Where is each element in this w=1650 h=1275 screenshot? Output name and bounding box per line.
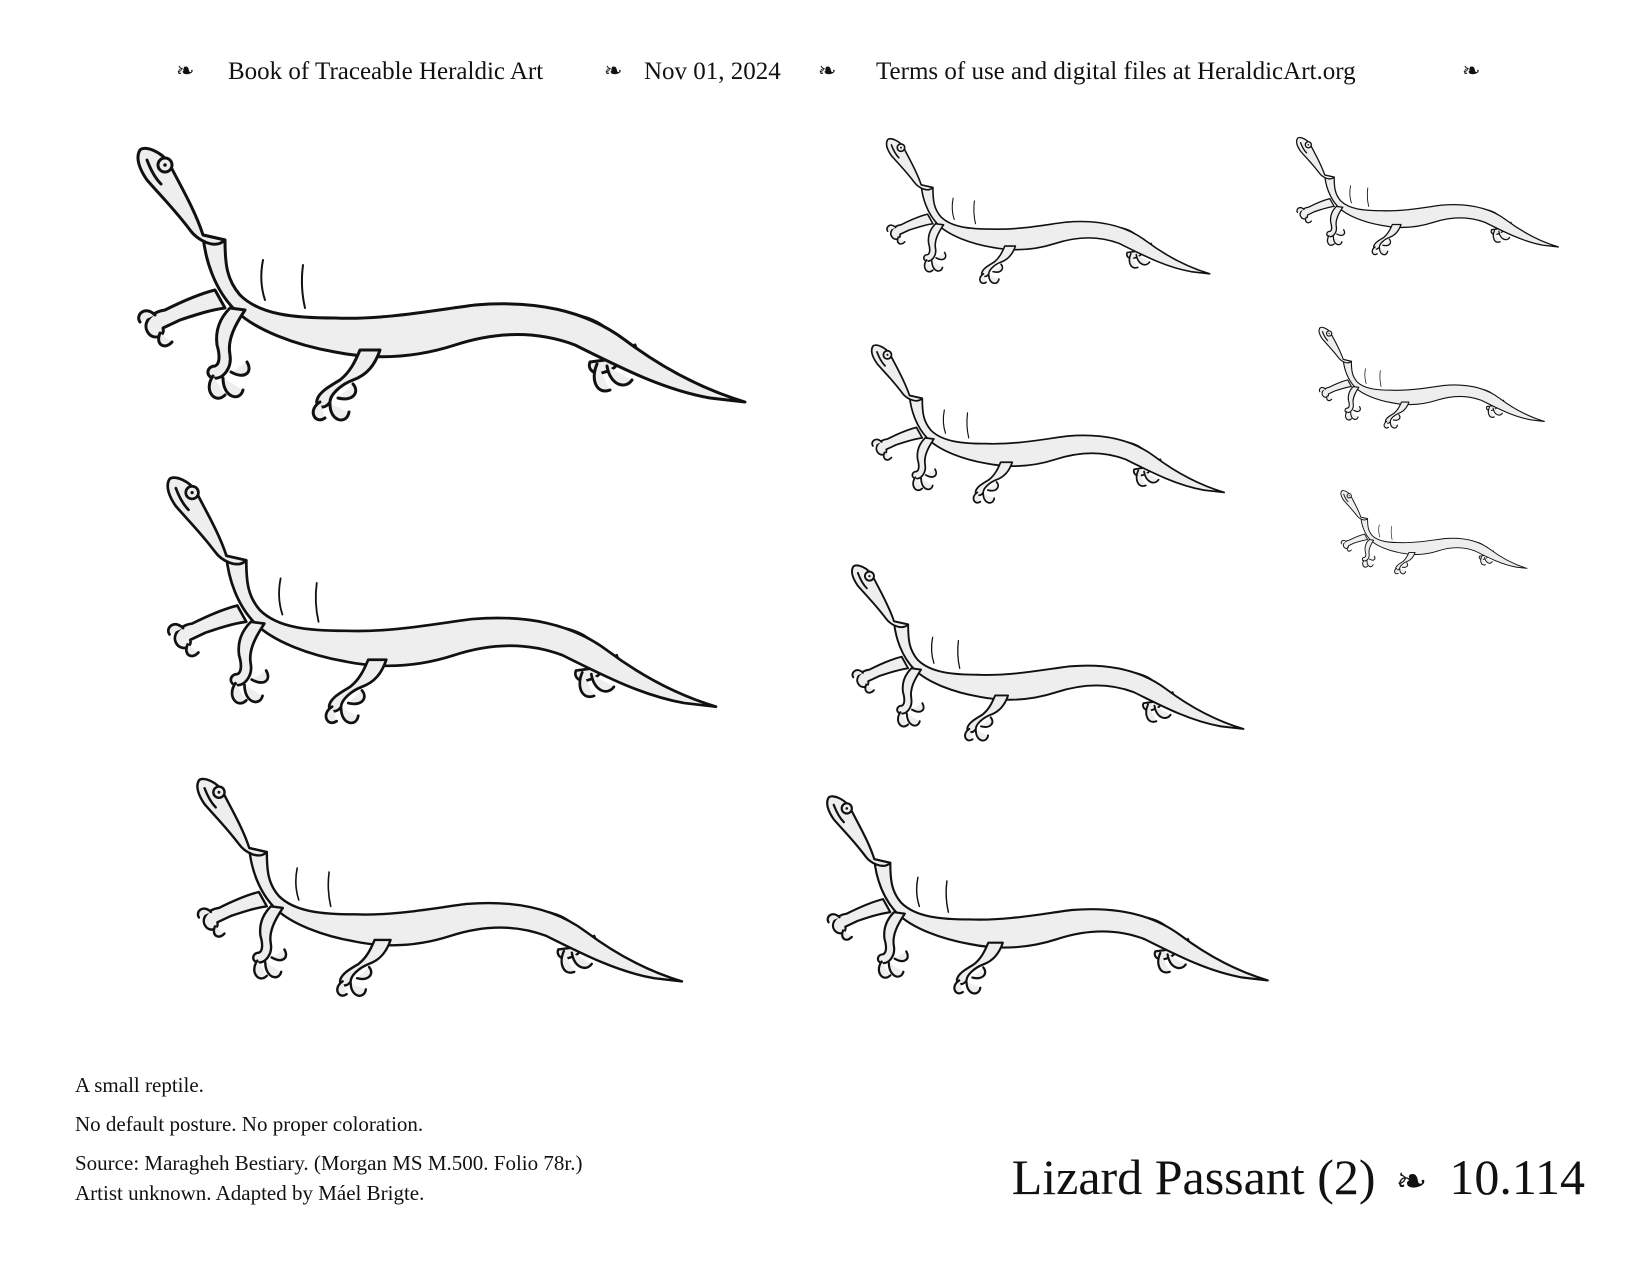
header-date: Nov 01, 2024 [644,58,781,85]
artist-text: Artist unknown. Adapted by Máel Brigte. [75,1181,425,1205]
lizard-figure-6 [850,560,1250,747]
lizard-figure-4 [885,134,1215,289]
ornament-icon: ❧ [604,58,623,83]
book-title: Book of Traceable Heraldic Art [228,58,544,85]
lizard-figure-8 [1295,134,1563,259]
lizard-figure-3 [195,772,690,1004]
plate-name: Lizard Passant (2) [1011,1149,1376,1205]
plate-title [945,1148,1585,1218]
terms-of-use-link[interactable]: Terms of use and digital files at HeraldicArt.org [876,58,1356,85]
ornament-icon: ❧ [1462,58,1481,83]
ornament-icon: ❧ [1395,1161,1428,1203]
lizard-figure-1 [135,140,755,430]
lizard-figure-5 [870,340,1230,509]
description-text: A small reptile. [75,1073,204,1097]
plate-notes [75,1070,775,1208]
lizard-figure-10 [1340,488,1530,577]
lizard-figure-9 [1318,324,1548,432]
ornament-icon: ❧ [176,58,195,83]
plate-number: 10.114 [1449,1149,1585,1205]
posture-text: No default posture. No proper coloration. [75,1112,424,1136]
source-text: Source: Maragheh Bestiary. (Morgan MS M.500. Folio 78r.) [75,1151,583,1175]
lizard-figure-2 [165,470,725,732]
ornament-icon: ❧ [818,58,837,83]
lizard-figure-7 [825,790,1275,1001]
page-header [0,58,1650,98]
